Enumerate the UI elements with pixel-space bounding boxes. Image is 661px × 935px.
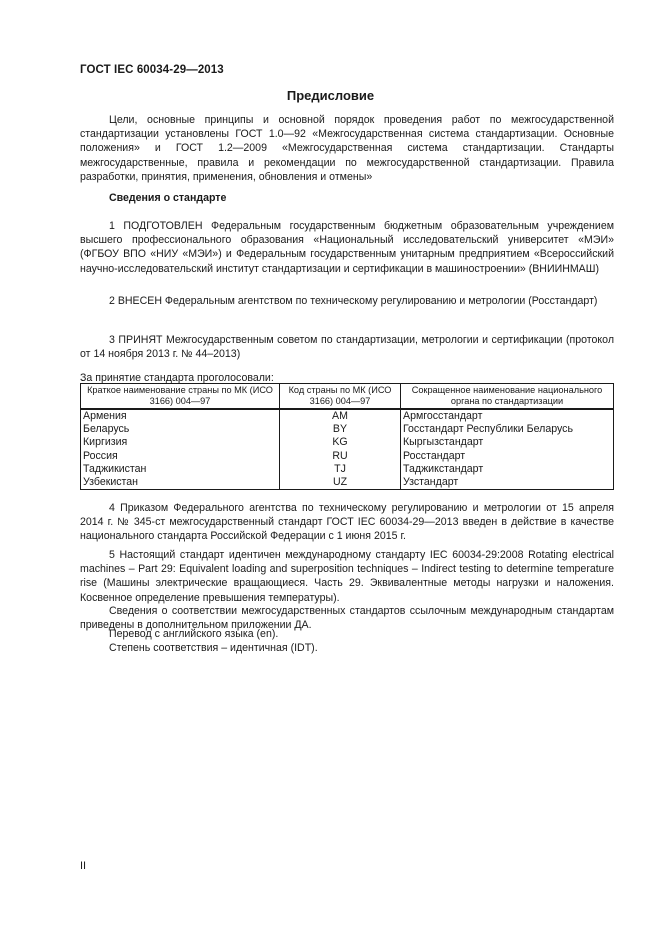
conformity-line: Степень соответствия – идентичная (IDT). <box>109 642 318 654</box>
page-header-standard-code: ГОСТ IEC 60034-29—2013 <box>80 64 224 76</box>
page-number: II <box>80 860 87 872</box>
table-row <box>81 463 614 476</box>
item-3-paragraph: 3 ПРИНЯТ Межгосударственным советом по стандартизации, метрологии и сертификации (протокол от 14 ноября 2013 г. № 44–2013) <box>80 334 614 361</box>
voting-table-header-code: Код страны по МК (ИСО 3166) 004—97 <box>280 384 401 410</box>
table-cell-body: Армгосстандарт <box>401 409 614 423</box>
table-cell-body: Узстандарт <box>401 476 614 490</box>
voting-table-header-body: Сокращенное наименование национального органа по стандартизации <box>401 384 614 410</box>
table-cell-country: Россия <box>81 450 280 463</box>
item-2-paragraph: 2 ВНЕСЕН Федеральным агентством по техническому регулированию и метрологии (Росстандарт) <box>109 295 598 307</box>
table-cell-body: Госстандарт Республики Беларусь <box>401 423 614 436</box>
table-cell-country: Таджикистан <box>81 463 280 476</box>
item-4-paragraph: 4 Приказом Федерального агентства по техническому регулированию и метрологии от 15 апреля 2014 г. № 345-ст межгосударственный стандарт ГОСТ IEC 60034-29—2013 введен в действие в качестве национального стандарта Российской Федерации с 1 июня 2015 г. <box>80 502 614 543</box>
translation-line: Перевод с английского языка (en). <box>109 628 279 640</box>
table-cell-country: Киргизия <box>81 436 280 449</box>
intro-paragraph: Цели, основные принципы и основной порядок проведения работ по межгосударственной стандартизации установлены ГОСТ 1.0—92 «Межгосударственная система стандартизации. Основные положения» и ГОСТ 1.2—2009 «Межгосударственная система стандартизации. Стандарты межгосударственные, правила и рекомендации по межгосударственной стандартизации. Правила разработки, принятия, применения, обновления и отмены» <box>80 114 614 183</box>
table-cell-body: Росстандарт <box>401 450 614 463</box>
table-cell-code: RU <box>280 450 401 463</box>
table-cell-code: UZ <box>280 476 401 490</box>
table-cell-code: AM <box>280 409 401 423</box>
table-row <box>81 423 614 436</box>
table-cell-country: Беларусь <box>81 423 280 436</box>
item-5-paragraph: 5 Настоящий стандарт идентичен международному стандарту IEC 60034-29:2008 Rotating electrical machines – Part 29: Equivalent loading and superposition techniques – Indirect testing to determine temperature rise (Машины электрические вращающиеся. Часть 29. Эквивалентные методы нагрузки и наложения. Косвенное определение превышения температуры). <box>80 549 614 604</box>
voting-table-header-row <box>81 384 614 410</box>
table-cell-body: Кыргызстандарт <box>401 436 614 449</box>
table-cell-code: TJ <box>280 463 401 476</box>
table-cell-country: Узбекистан <box>81 476 280 490</box>
reference-note-paragraph: Сведения о соответствии межгосударственных стандартов ссылочным международным стандартам приведены в дополнительном приложении ДА. <box>80 605 614 632</box>
table-row <box>81 450 614 463</box>
vote-caption: За принятие стандарта проголосовали: <box>80 372 274 384</box>
table-row <box>81 476 614 490</box>
table-cell-body: Таджикстандарт <box>401 463 614 476</box>
voting-table-header-country: Краткое наименование страны по МК (ИСО 3166) 004—97 <box>81 384 280 410</box>
table-cell-code: BY <box>280 423 401 436</box>
table-cell-code: KG <box>280 436 401 449</box>
table-row <box>81 436 614 449</box>
page-title: Предисловие <box>286 88 375 103</box>
voting-table <box>80 383 614 490</box>
item-1-paragraph: 1 ПОДГОТОВЛЕН Федеральным государственным бюджетным образовательным учреждением высшего профессионального образования «Национальный исследовательский университет «МЭИ» (ФГБОУ ВПО «НИУ «МЭИ») и Федеральным государственным унитарным предприятием «Всероссийский научно-исследовательский институт стандартизации и сертификации в машиностроении» (ВНИИНМАШ) <box>80 220 614 275</box>
section-subheading: Сведения о стандарте <box>109 192 227 204</box>
table-cell-country: Армения <box>81 409 280 423</box>
table-row <box>81 409 614 423</box>
